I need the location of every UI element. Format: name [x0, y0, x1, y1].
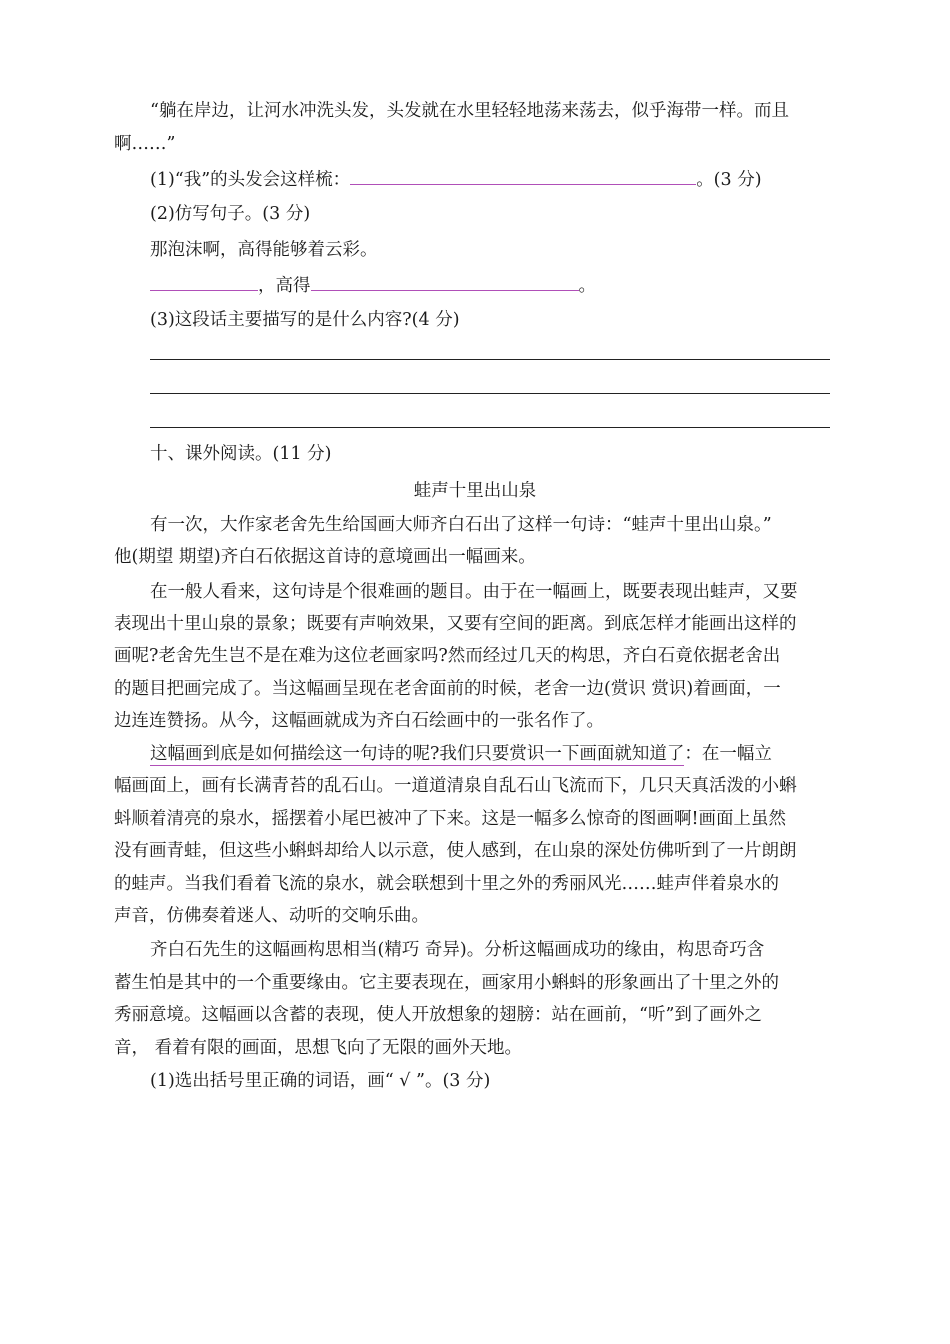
p4-line-4: 音， 看着有限的画面，思想飞向了无限的画外天地。	[114, 1038, 523, 1058]
question-2: (2)仿写句子。(3 分)	[150, 204, 311, 224]
question-1-suffix: 。(3 分)	[696, 170, 762, 190]
p3-line-1-rest: ：在一幅立	[684, 744, 772, 764]
p2-line-1: 在一般人看来，这句诗是个很难画的题目。由于在一幅画上，既要表现出蛙声，又要	[150, 582, 798, 602]
quote-line-2: 啊……”	[114, 134, 176, 154]
section-heading: 十、课外阅读。(11 分)	[150, 444, 332, 464]
p4-line-3: 秀丽意境。这幅画以含蓄的表现，使人开放想象的翅膀：站在画前，“听”到了画外之	[114, 1005, 762, 1025]
p2-line-2: 表现出十里山泉的景象；既要有声响效果，又要有空间的距离。到底怎样才能画出这样的	[114, 614, 797, 634]
question-3: (3)这段话主要描写的是什么内容?(4 分)	[150, 310, 460, 330]
answer-blank-2b[interactable]	[311, 274, 579, 291]
underlined-sentence: 这幅画到底是如何描绘这一句诗的呢?我们只要赏识一下画面就知道了	[150, 744, 685, 764]
p3-line-4: 没有画青蛙，但这些小蝌蚪却给人以示意，使人感到，在山泉的深处仿佛听到了一片朗朗	[114, 841, 797, 861]
answer-blank-1[interactable]	[350, 168, 696, 185]
p3-line-1	[150, 743, 772, 765]
answer-line-1[interactable]	[150, 359, 830, 360]
imitation-end: 。	[578, 276, 596, 296]
answer-line-3[interactable]	[150, 427, 830, 428]
answer-line-2[interactable]	[150, 393, 830, 394]
question-1-label: (1)“我”的头发会这样梳：	[150, 170, 351, 190]
imitation-sentence	[150, 274, 596, 297]
answer-blank-2a[interactable]	[150, 274, 258, 291]
article-title: 蛙声十里出山泉	[413, 481, 537, 501]
example-sentence: 那泡沫啊，高得能够着云彩。	[150, 240, 378, 260]
p3-line-6: 声音，仿佛奏着迷人、动听的交响乐曲。	[114, 906, 429, 926]
p2-line-4: 的题目把画完成了。当这幅画呈现在老舍面前的时候，老舍一边(赏识 赏识)着画面，一	[114, 679, 781, 699]
p3-line-3: 蚪顺着清亮的泉水，摇摆着小尾巴被冲了下来。这是一幅多么惊奇的图画啊!画面上虽然	[114, 809, 787, 829]
p2-line-5: 边连连赞扬。从今，这幅画就成为齐白石绘画中的一张名作了。	[114, 711, 604, 731]
p3-line-5: 的蛙声。当我们看着飞流的泉水，就会联想到十里之外的秀丽风光……蛙声伴着泉水的	[114, 874, 779, 894]
imitation-mid: ，高得	[258, 276, 311, 296]
p4-line-2: 蓄生怕是其中的一个重要缘由。它主要表现在，画家用小蝌蚪的形象画出了十里之外的	[114, 973, 779, 993]
p1-line-1: 有一次，大作家老舍先生给国画大师齐白石出了这样一句诗：“蛙声十里出山泉。”	[150, 515, 772, 535]
quote-line-1: “躺在岸边，让河水冲洗头发，头发就在水里轻轻地荡来荡去，似乎海带一样。而且	[150, 101, 789, 121]
question-1	[150, 168, 762, 191]
p3-line-2: 幅画面上，画有长满青苔的乱石山。一道道清泉自乱石山飞流而下，几只天真活泼的小蝌	[114, 776, 797, 796]
p4-line-1: 齐白石先生的这幅画构思相当(精巧 奇异)。分析这幅画成功的缘由，构思奇巧含	[150, 940, 765, 960]
section10-question-1: (1)选出括号里正确的词语，画“ √ ”。(3 分)	[150, 1071, 491, 1091]
p1-line-2: 他(期望 期望)齐白石依据这首诗的意境画出一幅画来。	[114, 547, 536, 567]
p2-line-3: 画呢?老舍先生岂不是在难为这位老画家吗?然而经过几天的构思，齐白石竟依据老舍出	[114, 646, 781, 666]
